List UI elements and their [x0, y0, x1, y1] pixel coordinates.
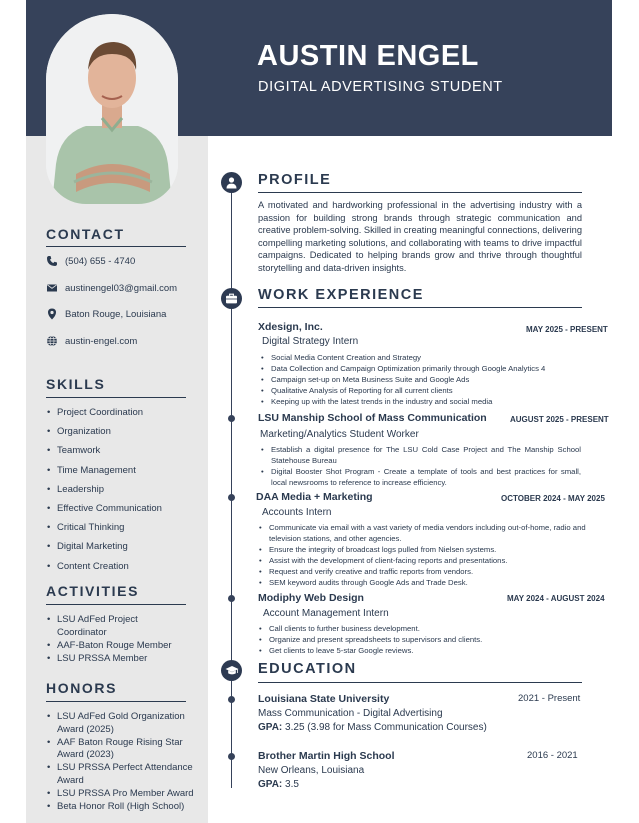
- phone-icon: [46, 255, 58, 267]
- contact-phone: [46, 254, 201, 268]
- job-bullet: • SEM keyword audits through Google Ads and Trade Desk.: [257, 577, 591, 588]
- briefcase-icon: [225, 292, 238, 305]
- honor-item: • Beta Honor Roll (High School): [46, 801, 201, 814]
- education-divider: [258, 682, 582, 683]
- profile-section-icon: [221, 172, 242, 193]
- job-dates: AUGUST 2025 - PRESENT: [510, 415, 609, 424]
- job-bullet: • Qualitative Analysis of Reporting for all current clients: [259, 385, 589, 396]
- job-role: Digital Strategy Intern: [262, 336, 359, 347]
- skills-list: [46, 407, 201, 580]
- contact-divider: [46, 246, 186, 247]
- job-bullet: • Communicate via email with a vast variety of media vendors including out-of-home, radio and television stations, and other agencies.: [257, 522, 591, 544]
- job-bullet: • Establish a digital presence for The LSU Cold Case Project and The Manship School Statehouse Bureau: [259, 444, 581, 466]
- job-bullets: [257, 522, 591, 588]
- work-divider: [258, 307, 582, 308]
- job-role: Marketing/Analytics Student Worker: [260, 429, 419, 440]
- phone-text: (504) 655 - 4740: [65, 255, 136, 267]
- honor-item: • LSU AdFed Gold Organization Award (2025): [46, 711, 196, 736]
- school-program: Mass Communication - Digital Advertising: [258, 708, 443, 719]
- location-text: Baton Rouge, Louisiana: [65, 308, 167, 320]
- skill-item: • Time Management: [46, 465, 201, 477]
- honors-list: [46, 711, 201, 814]
- job-bullet: • Organize and present spreadsheets to supervisors and clients.: [257, 634, 587, 645]
- activities-list: [46, 614, 201, 666]
- skill-item: • Effective Communication: [46, 503, 201, 515]
- timeline-dot: [228, 415, 235, 422]
- skills-divider: [46, 397, 186, 398]
- job-bullet: • Digital Booster Shot Program - Create a template of tools and best practices for small, local newsrooms to reference to increase efficiency.: [259, 466, 581, 488]
- skill-item: • Teamwork: [46, 445, 201, 457]
- job-bullet: • Data Collection and Campaign Optimization primarily through Google Analytics 4: [259, 363, 589, 374]
- gpa-label: GPA:: [258, 779, 283, 790]
- globe-icon: [46, 335, 58, 347]
- timeline-dot: [228, 595, 235, 602]
- job-role: Accounts Intern: [262, 507, 332, 518]
- activity-item: • AAF-Baton Rouge Member: [46, 640, 201, 653]
- gpa-value: 3.25 (3.98 for Mass Communication Courses): [285, 722, 487, 733]
- education-section-icon: [221, 660, 242, 681]
- candidate-role: DIGITAL ADVERTISING STUDENT: [258, 79, 503, 95]
- timeline-dot: [228, 753, 235, 760]
- education-heading: EDUCATION: [258, 661, 357, 677]
- website-text: austin-engel.com: [65, 335, 138, 347]
- job-bullet: • Ensure the integrity of broadcast logs pulled from Nielsen systems.: [257, 544, 591, 555]
- job-bullets: [257, 623, 587, 656]
- skill-item: • Critical Thinking: [46, 522, 201, 534]
- honors-divider: [46, 701, 186, 702]
- skill-item: • Content Creation: [46, 561, 201, 573]
- timeline-dot: [228, 494, 235, 501]
- activities-divider: [46, 604, 186, 605]
- activities-heading: ACTIVITIES: [46, 583, 140, 599]
- school-name: Brother Martin High School: [258, 750, 395, 762]
- school-years: 2016 - 2021: [527, 750, 578, 761]
- skill-item: • Organization: [46, 426, 201, 438]
- gpa-label: GPA:: [258, 722, 283, 733]
- skills-heading: SKILLS: [46, 376, 106, 392]
- contact-heading: CONTACT: [46, 226, 125, 242]
- skill-item: • Digital Marketing: [46, 541, 201, 553]
- job-bullet: • Request and verify creative and traffic reports from vendors.: [257, 566, 591, 577]
- gpa-value: 3.5: [285, 779, 299, 790]
- job-company: Xdesign, Inc.: [258, 321, 323, 333]
- work-section-icon: [221, 288, 242, 309]
- school-gpa: [258, 779, 299, 790]
- job-company: DAA Media + Marketing: [256, 491, 373, 503]
- contact-email[interactable]: [46, 281, 201, 295]
- job-bullet: • Social Media Content Creation and Strategy: [259, 352, 589, 363]
- school-gpa: [258, 722, 487, 733]
- graduation-cap-icon: [225, 664, 239, 677]
- job-role: Account Management Intern: [263, 608, 389, 619]
- job-dates: MAY 2025 - PRESENT: [526, 325, 608, 334]
- job-bullet: • Assist with the development of client-facing reports and presentations.: [257, 555, 591, 566]
- timeline-dot: [228, 696, 235, 703]
- contact-website[interactable]: [46, 334, 201, 348]
- activity-item: • LSU AdFed Project Coordinator: [46, 614, 146, 639]
- location-pin-icon: [46, 308, 58, 320]
- school-name: Louisiana State University: [258, 693, 390, 705]
- honor-item: • AAF Baton Rouge Rising Star Award (2023): [46, 737, 186, 762]
- candidate-name: AUSTIN ENGEL: [257, 40, 479, 72]
- email-text: austinengel03@gmail.com: [65, 282, 178, 294]
- honors-heading: HONORS: [46, 680, 118, 696]
- job-company: LSU Manship School of Mass Communication: [258, 412, 487, 424]
- profile-divider: [258, 192, 582, 193]
- profile-summary: A motivated and hardworking professional in the advertising industry with a passion for building strong brands through strategic communication and creative problem-solving. Skilled in creating meaningful connections, delivering compelling marketing solutions, and collaborating with teams to drive impactful campaigns. Dedicated to helping brands grow and thrive through thoughtful storytelling and data-driven insights.: [258, 200, 583, 273]
- job-bullets: [259, 352, 589, 407]
- honor-item: • LSU PRSSA Perfect Attendance Award: [46, 762, 201, 787]
- honor-item: • LSU PRSSA Pro Member Award: [46, 788, 201, 801]
- skill-item: • Leadership: [46, 484, 201, 496]
- school-location: New Orleans, Louisiana: [258, 765, 365, 776]
- activity-item: • LSU PRSSA Member: [46, 653, 201, 666]
- profile-photo: [46, 14, 178, 204]
- job-dates: MAY 2024 - AUGUST 2024: [507, 594, 605, 603]
- school-years: 2021 - Present: [518, 693, 581, 704]
- job-company: Modiphy Web Design: [258, 592, 364, 604]
- job-bullets: [259, 444, 581, 488]
- work-heading: WORK EXPERIENCE: [258, 287, 424, 303]
- mail-icon: [46, 282, 58, 294]
- skill-item: • Project Coordination: [46, 407, 201, 419]
- job-bullet: • Keeping up with the latest trends in the industry and social media: [259, 396, 589, 407]
- job-bullet: • Get clients to leave 5-star Google reviews.: [257, 645, 587, 656]
- job-bullet: • Call clients to further business development.: [257, 623, 587, 634]
- job-dates: OCTOBER 2024 - MAY 2025: [501, 494, 605, 503]
- contact-location: [46, 307, 201, 321]
- job-bullet: • Campaign set-up on Meta Business Suite and Google Ads: [259, 374, 589, 385]
- person-icon: [225, 176, 238, 189]
- profile-heading: PROFILE: [258, 172, 332, 188]
